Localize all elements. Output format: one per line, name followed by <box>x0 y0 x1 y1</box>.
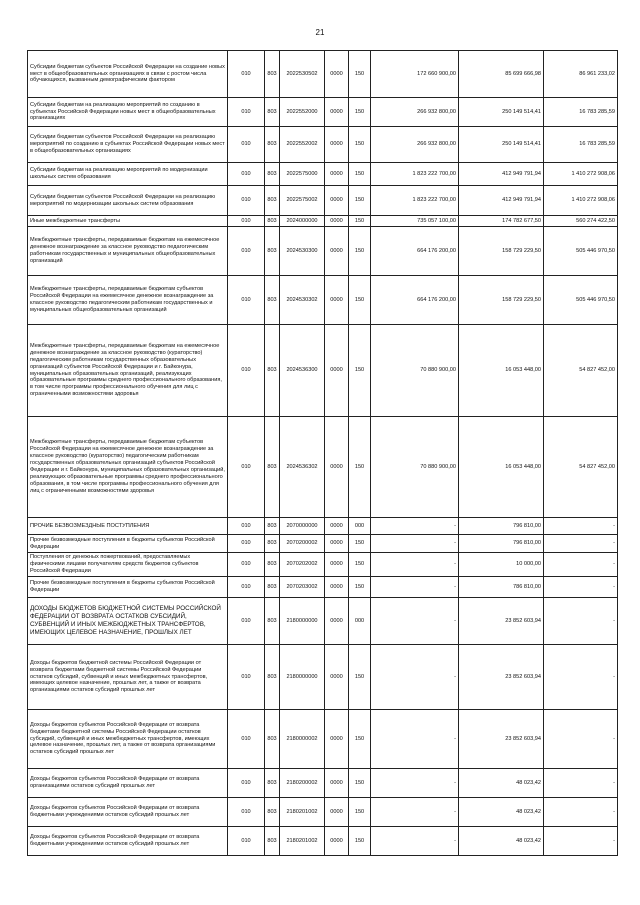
unexecuted-amount-cell: 54 827 452,00 <box>544 325 618 417</box>
row-name-cell: ПРОЧИЕ БЕЗВОЗМЕЗДНЫЕ ПОСТУПЛЕНИЯ <box>28 518 228 535</box>
admin-code-cell: 803 <box>265 276 280 325</box>
kosgu-code-cell: 150 <box>349 98 371 127</box>
unexecuted-amount-cell: - <box>544 645 618 710</box>
kosgu-code-cell: 150 <box>349 325 371 417</box>
unexecuted-amount-cell: - <box>544 710 618 769</box>
table-row <box>28 325 618 417</box>
approved-amount-cell: 664 176 200,00 <box>371 276 459 325</box>
unexecuted-amount-cell: 1 410 272 908,06 <box>544 186 618 216</box>
chapter-code-cell: 010 <box>228 577 265 598</box>
executed-amount-cell: 16 053 448,00 <box>459 325 544 417</box>
kosgu-code-cell: 150 <box>349 535 371 553</box>
unexecuted-amount-cell: - <box>544 769 618 798</box>
kosgu-code-cell: 150 <box>349 186 371 216</box>
chapter-code-cell: 010 <box>228 163 265 186</box>
row-name-cell: Субсидии бюджетам субъектов Российской Федерации на реализацию мероприятий по модернизации школьных систем образования <box>28 186 228 216</box>
kosgu-code-cell: 150 <box>349 163 371 186</box>
kosgu-code-cell: 150 <box>349 769 371 798</box>
table-row <box>28 577 618 598</box>
kosgu-code-cell: 150 <box>349 276 371 325</box>
approved-amount-cell: - <box>371 553 459 577</box>
unexecuted-amount-cell: 54 827 452,00 <box>544 417 618 518</box>
approved-amount-cell: - <box>371 827 459 856</box>
chapter-code-cell: 010 <box>228 598 265 645</box>
kosgu-code-cell: 150 <box>349 417 371 518</box>
row-name-cell: ДОХОДЫ БЮДЖЕТОВ БЮДЖЕТНОЙ СИСТЕМЫ РОССИЙСКОЙ ФЕДЕРАЦИИ ОТ ВОЗВРАТА ОСТАТКОВ СУБСИДИЙ, СУБВЕНЦИЙ И ИНЫХ МЕЖБЮДЖЕТНЫХ ТРАНСФЕРТОВ, ИМЕЮЩИХ ЦЕЛЕВОЕ НАЗНАЧЕНИЕ, ПРОШЛЫХ ЛЕТ <box>28 598 228 645</box>
admin-code-cell: 803 <box>265 417 280 518</box>
program-code-cell: 0000 <box>325 518 349 535</box>
approved-amount-cell: - <box>371 710 459 769</box>
row-name-cell: Субсидии бюджетам субъектов Российской Федерации на создание новых мест в общеобразовательных организациях в связи с ростом числа обучающихся, вызванным демографическим фактором <box>28 51 228 98</box>
table-row <box>28 127 618 163</box>
executed-amount-cell: 796 810,00 <box>459 535 544 553</box>
chapter-code-cell: 010 <box>228 798 265 827</box>
admin-code-cell: 803 <box>265 227 280 276</box>
table-row <box>28 51 618 98</box>
row-name-cell: Доходы бюджетов бюджетной системы Российской Федерации от возврата бюджетами бюджетной системы Российской Федерации остатков субсидий, субвенций и иных межбюджетных трансфертов, имеющих целевое назначение, прошлых лет, а также от возврата организациями остатков субсидий прошлых лет <box>28 645 228 710</box>
row-name-cell: Поступления от денежных пожертвований, предоставляемых физическими лицами получателям средств бюджетов субъектов Российской Федерации <box>28 553 228 577</box>
chapter-code-cell: 010 <box>228 710 265 769</box>
program-code-cell: 0000 <box>325 51 349 98</box>
table-row <box>28 518 618 535</box>
revenue-code-cell: 2180200002 <box>280 769 325 798</box>
program-code-cell: 0000 <box>325 827 349 856</box>
approved-amount-cell: 172 660 900,00 <box>371 51 459 98</box>
executed-amount-cell: 250 149 514,41 <box>459 98 544 127</box>
approved-amount-cell: 735 057 100,00 <box>371 216 459 227</box>
executed-amount-cell: 23 852 603,94 <box>459 710 544 769</box>
row-name-cell: Прочие безвозмездные поступления в бюджеты субъектов Российской Федерации <box>28 577 228 598</box>
approved-amount-cell: 1 823 222 700,00 <box>371 186 459 216</box>
admin-code-cell: 803 <box>265 598 280 645</box>
program-code-cell: 0000 <box>325 163 349 186</box>
program-code-cell: 0000 <box>325 276 349 325</box>
admin-code-cell: 803 <box>265 216 280 227</box>
program-code-cell: 0000 <box>325 216 349 227</box>
executed-amount-cell: 158 729 229,50 <box>459 227 544 276</box>
table-row <box>28 535 618 553</box>
row-name-cell: Доходы бюджетов субъектов Российской Федерации от возврата организациями остатков субсидий прошлых лет <box>28 769 228 798</box>
program-code-cell: 0000 <box>325 710 349 769</box>
executed-amount-cell: 412 949 791,94 <box>459 163 544 186</box>
unexecuted-amount-cell: 86 961 233,02 <box>544 51 618 98</box>
executed-amount-cell: 158 729 229,50 <box>459 276 544 325</box>
kosgu-code-cell: 150 <box>349 710 371 769</box>
kosgu-code-cell: 150 <box>349 553 371 577</box>
program-code-cell: 0000 <box>325 553 349 577</box>
admin-code-cell: 803 <box>265 98 280 127</box>
row-name-cell: Межбюджетные трансферты, передаваемые бюджетам субъектов Российской Федерации на ежемесячное денежное вознаграждение за классное руководство педагогическим работникам государственных и муниципальных общеобразовательных организаций <box>28 276 228 325</box>
executed-amount-cell: 16 053 448,00 <box>459 417 544 518</box>
executed-amount-cell: 250 149 514,41 <box>459 127 544 163</box>
table-row <box>28 98 618 127</box>
unexecuted-amount-cell: 16 783 285,59 <box>544 127 618 163</box>
row-name-cell: Субсидии бюджетам на реализацию мероприятий по созданию в субъектах Российской Федерации новых мест в общеобразовательных организациях <box>28 98 228 127</box>
executed-amount-cell: 10 000,00 <box>459 553 544 577</box>
admin-code-cell: 803 <box>265 518 280 535</box>
approved-amount-cell: 266 932 800,00 <box>371 98 459 127</box>
unexecuted-amount-cell: - <box>544 598 618 645</box>
admin-code-cell: 803 <box>265 325 280 417</box>
table-row <box>28 216 618 227</box>
chapter-code-cell: 010 <box>228 276 265 325</box>
revenue-code-cell: 2180201002 <box>280 798 325 827</box>
revenue-code-cell: 2022552002 <box>280 127 325 163</box>
row-name-cell: Прочие безвозмездные поступления в бюджеты субъектов Российской Федерации <box>28 535 228 553</box>
executed-amount-cell: 23 852 603,94 <box>459 598 544 645</box>
executed-amount-cell: 48 023,42 <box>459 769 544 798</box>
unexecuted-amount-cell: 505 446 970,50 <box>544 276 618 325</box>
table-row <box>28 553 618 577</box>
executed-amount-cell: 85 699 666,98 <box>459 51 544 98</box>
revenue-code-cell: 2070203002 <box>280 577 325 598</box>
unexecuted-amount-cell: 560 274 422,50 <box>544 216 618 227</box>
table-row <box>28 276 618 325</box>
admin-code-cell: 803 <box>265 798 280 827</box>
executed-amount-cell: 786 810,00 <box>459 577 544 598</box>
approved-amount-cell: 70 880 900,00 <box>371 325 459 417</box>
admin-code-cell: 803 <box>265 535 280 553</box>
table-row <box>28 645 618 710</box>
budget-revenue-table <box>27 50 618 856</box>
unexecuted-amount-cell: 505 446 970,50 <box>544 227 618 276</box>
revenue-code-cell: 2024000000 <box>280 216 325 227</box>
chapter-code-cell: 010 <box>228 553 265 577</box>
program-code-cell: 0000 <box>325 227 349 276</box>
kosgu-code-cell: 000 <box>349 518 371 535</box>
program-code-cell: 0000 <box>325 645 349 710</box>
approved-amount-cell: 266 932 800,00 <box>371 127 459 163</box>
approved-amount-cell: - <box>371 518 459 535</box>
admin-code-cell: 803 <box>265 710 280 769</box>
unexecuted-amount-cell: - <box>544 577 618 598</box>
executed-amount-cell: 174 782 677,50 <box>459 216 544 227</box>
admin-code-cell: 803 <box>265 645 280 710</box>
row-name-cell: Субсидии бюджетам на реализацию мероприятий по модернизации школьных систем образования <box>28 163 228 186</box>
admin-code-cell: 803 <box>265 163 280 186</box>
revenue-code-cell: 2180201002 <box>280 827 325 856</box>
revenue-code-cell: 2180000000 <box>280 598 325 645</box>
kosgu-code-cell: 150 <box>349 577 371 598</box>
row-name-cell: Межбюджетные трансферты, передаваемые бюджетам на ежемесячное денежное вознаграждение за классное руководство педагогическим работникам государственных и муниципальных общеобразовательных организаций <box>28 227 228 276</box>
revenue-code-cell: 2022552000 <box>280 98 325 127</box>
unexecuted-amount-cell: 16 783 285,59 <box>544 98 618 127</box>
revenue-code-cell: 2022575000 <box>280 163 325 186</box>
kosgu-code-cell: 150 <box>349 798 371 827</box>
program-code-cell: 0000 <box>325 325 349 417</box>
approved-amount-cell: - <box>371 577 459 598</box>
admin-code-cell: 803 <box>265 51 280 98</box>
admin-code-cell: 803 <box>265 127 280 163</box>
program-code-cell: 0000 <box>325 577 349 598</box>
kosgu-code-cell: 150 <box>349 827 371 856</box>
row-name-cell: Межбюджетные трансферты, передаваемые бюджетам субъектов Российской Федерации на ежемесячное денежное вознаграждение за классное руководство (кураторство) педагогическим работникам государственных образовательных организаций субъектов Российской Федерации и г. Байконура, муниципальных образовательных организаций, реализующих образовательные программы среднего профессионального образования, в том числе программы профессионального обучения для лиц с ограниченными возможностями здоровья <box>28 417 228 518</box>
program-code-cell: 0000 <box>325 769 349 798</box>
chapter-code-cell: 010 <box>228 186 265 216</box>
row-name-cell: Доходы бюджетов субъектов Российской Федерации от возврата бюджетными учреждениями остатков субсидий прошлых лет <box>28 827 228 856</box>
program-code-cell: 0000 <box>325 186 349 216</box>
program-code-cell: 0000 <box>325 127 349 163</box>
approved-amount-cell: - <box>371 798 459 827</box>
revenue-code-cell: 2180000000 <box>280 645 325 710</box>
program-code-cell: 0000 <box>325 98 349 127</box>
chapter-code-cell: 010 <box>228 325 265 417</box>
unexecuted-amount-cell: - <box>544 553 618 577</box>
row-name-cell: Межбюджетные трансферты, передаваемые бюджетам на ежемесячное денежное вознаграждение за классное руководство (кураторство) педагогическим работникам государственных образовательных организаций субъектов Российской Федерации и г. Байконура, муниципальных образовательных организаций, реализующих образовательные программы среднего профессионального образования, в том числе программы профессионального обучения для лиц с ограниченными возможностями здоровья <box>28 325 228 417</box>
kosgu-code-cell: 150 <box>349 645 371 710</box>
table-row <box>28 710 618 769</box>
table-row <box>28 163 618 186</box>
table-row <box>28 598 618 645</box>
program-code-cell: 0000 <box>325 798 349 827</box>
revenue-code-cell: 2024536302 <box>280 417 325 518</box>
chapter-code-cell: 010 <box>228 518 265 535</box>
kosgu-code-cell: 150 <box>349 127 371 163</box>
table-row <box>28 186 618 216</box>
table-row <box>28 769 618 798</box>
program-code-cell: 0000 <box>325 535 349 553</box>
kosgu-code-cell: 150 <box>349 227 371 276</box>
kosgu-code-cell: 150 <box>349 51 371 98</box>
chapter-code-cell: 010 <box>228 535 265 553</box>
revenue-code-cell: 2070000000 <box>280 518 325 535</box>
chapter-code-cell: 010 <box>228 216 265 227</box>
unexecuted-amount-cell: - <box>544 535 618 553</box>
table-row <box>28 417 618 518</box>
row-name-cell: Доходы бюджетов субъектов Российской Федерации от возврата бюджетами бюджетной системы Российской Федерации остатков субсидий, субвенций и иных межбюджетных трансфертов, имеющих целевое назначение, прошлых лет, а также от возврата организациями остатков субсидий прошлых лет <box>28 710 228 769</box>
executed-amount-cell: 796 810,00 <box>459 518 544 535</box>
admin-code-cell: 803 <box>265 577 280 598</box>
row-name-cell: Субсидии бюджетам субъектов Российской Федерации на реализацию мероприятий по созданию в субъектах Российской Федерации новых мест в общеобразовательных организациях <box>28 127 228 163</box>
unexecuted-amount-cell: - <box>544 827 618 856</box>
unexecuted-amount-cell: - <box>544 518 618 535</box>
program-code-cell: 0000 <box>325 417 349 518</box>
table-row <box>28 227 618 276</box>
admin-code-cell: 803 <box>265 186 280 216</box>
kosgu-code-cell: 150 <box>349 216 371 227</box>
revenue-code-cell: 2180000002 <box>280 710 325 769</box>
page-number: 21 <box>315 28 325 37</box>
chapter-code-cell: 010 <box>228 98 265 127</box>
kosgu-code-cell: 000 <box>349 598 371 645</box>
chapter-code-cell: 010 <box>228 417 265 518</box>
approved-amount-cell: - <box>371 769 459 798</box>
table-body <box>28 51 618 856</box>
approved-amount-cell: - <box>371 535 459 553</box>
chapter-code-cell: 010 <box>228 227 265 276</box>
revenue-code-cell: 2022575002 <box>280 186 325 216</box>
revenue-code-cell: 2070200002 <box>280 535 325 553</box>
program-code-cell: 0000 <box>325 598 349 645</box>
approved-amount-cell: 664 176 200,00 <box>371 227 459 276</box>
approved-amount-cell: 70 880 900,00 <box>371 417 459 518</box>
chapter-code-cell: 010 <box>228 827 265 856</box>
revenue-code-cell: 2024536300 <box>280 325 325 417</box>
revenue-code-cell: 2024530300 <box>280 227 325 276</box>
row-name-cell: Иные межбюджетные трансферты <box>28 216 228 227</box>
executed-amount-cell: 48 023,42 <box>459 798 544 827</box>
chapter-code-cell: 010 <box>228 769 265 798</box>
admin-code-cell: 803 <box>265 769 280 798</box>
table-row <box>28 798 618 827</box>
revenue-code-cell: 2024530302 <box>280 276 325 325</box>
admin-code-cell: 803 <box>265 827 280 856</box>
unexecuted-amount-cell: - <box>544 798 618 827</box>
admin-code-cell: 803 <box>265 553 280 577</box>
executed-amount-cell: 48 023,42 <box>459 827 544 856</box>
row-name-cell: Доходы бюджетов субъектов Российской Федерации от возврата бюджетными учреждениями остатков субсидий прошлых лет <box>28 798 228 827</box>
approved-amount-cell: - <box>371 598 459 645</box>
chapter-code-cell: 010 <box>228 127 265 163</box>
executed-amount-cell: 23 852 603,94 <box>459 645 544 710</box>
unexecuted-amount-cell: 1 410 272 908,06 <box>544 163 618 186</box>
approved-amount-cell: 1 823 222 700,00 <box>371 163 459 186</box>
chapter-code-cell: 010 <box>228 51 265 98</box>
table-row <box>28 827 618 856</box>
chapter-code-cell: 010 <box>228 645 265 710</box>
executed-amount-cell: 412 949 791,94 <box>459 186 544 216</box>
approved-amount-cell: - <box>371 645 459 710</box>
revenue-code-cell: 2070202002 <box>280 553 325 577</box>
revenue-code-cell: 2022530502 <box>280 51 325 98</box>
